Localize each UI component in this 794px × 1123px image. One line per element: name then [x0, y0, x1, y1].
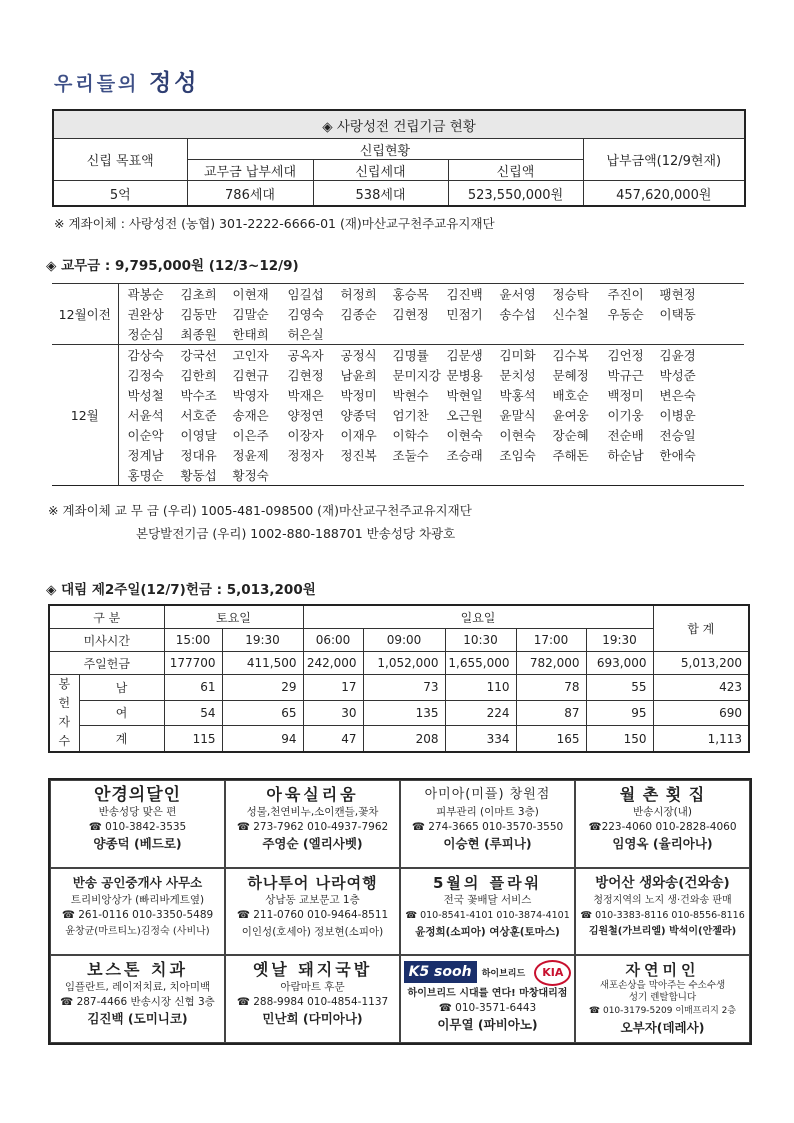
- tithe-name: 이장자: [287, 428, 324, 443]
- tithe-name: 김종순: [340, 307, 377, 322]
- tithe-name-row: [52, 345, 744, 366]
- k5-hybrid-label: 하이브리드: [481, 969, 526, 980]
- ad-sub: 트리비앙상가 (빠리바게트옆): [70, 893, 205, 906]
- female-cell: 690: [653, 700, 749, 726]
- times-cell: 09:00: [363, 629, 445, 652]
- tithe-name: 박재은: [287, 388, 324, 403]
- tithe-group-label: 12월이전: [52, 284, 118, 345]
- ad-wolchon: [575, 780, 750, 868]
- tithe-name: 김진백: [446, 287, 483, 302]
- ad-owner: 윤창균(마르티노)김정숙 (사비나): [65, 925, 210, 937]
- tithe-name: 감상숙: [127, 348, 164, 363]
- tithe-name: 고인자: [232, 348, 269, 363]
- tithe-account-line2: 본당발전기금 (우리) 1002-880-188701 반송성당 차광호: [136, 526, 456, 541]
- tithe-name: 최종원: [180, 327, 217, 342]
- ads-grid: [48, 778, 752, 1045]
- sunday-offering-cell: 411,500: [222, 652, 303, 675]
- tithe-name-row: [52, 425, 744, 445]
- ad-title: 자연미인: [625, 961, 700, 980]
- tithe-name-row: [52, 465, 744, 486]
- tithe-name: 박성준: [659, 368, 696, 383]
- ad-sub: 청정지역의 노지 생·건와송 판매: [593, 894, 732, 906]
- tithe-name: 김명률: [392, 348, 429, 363]
- tithe-name-cell: [118, 365, 744, 385]
- sum-cell: 208: [363, 726, 445, 752]
- tithe-name: 허정희: [340, 287, 377, 302]
- female-cell: 65: [222, 700, 303, 726]
- tithe-name: 엄기찬: [392, 408, 429, 423]
- sunday-offering-cell: 1,655,000: [445, 652, 516, 675]
- ad-phone: ☎ 211-0760 010-9464-8511: [236, 908, 389, 921]
- ad-realty: [50, 868, 225, 956]
- female-cell: 95: [586, 700, 653, 726]
- ad-phone: ☎ 010-3842-3535: [88, 821, 187, 833]
- tithe-name: 변은숙: [659, 388, 696, 403]
- tithe-name: 강국선: [180, 348, 217, 363]
- server-label-char: 자: [58, 715, 71, 729]
- sunday-offering-label: 주일헌금: [49, 652, 164, 675]
- male-cell: 17: [303, 675, 363, 701]
- tithe-name: 주진이: [607, 287, 644, 302]
- saturday-label: 토요일: [164, 605, 303, 629]
- sunday-label: 일요일: [303, 605, 653, 629]
- ad-title: 월 촌 횟 집: [619, 785, 706, 804]
- sunday-offering-cell: 693,000: [586, 652, 653, 675]
- ad-phone: ☎ 274-3665 010-3570-3550: [411, 821, 564, 833]
- tithe-name: 홍명순: [127, 468, 164, 483]
- ad-title: 반송 공인중개사 사무소: [72, 874, 203, 890]
- sum-cell: 115: [164, 726, 222, 752]
- ad-title: 5월의 플라워: [432, 873, 543, 892]
- sum-cell: 150: [586, 726, 653, 752]
- tithe-name: 전순배: [607, 428, 644, 443]
- tithe-name: 임길섭: [287, 287, 324, 302]
- tithe-name-cell: [118, 284, 744, 305]
- tithe-name: 윤말식: [499, 408, 536, 423]
- ad-gukbap: [225, 955, 400, 1043]
- tithe-name: 박현일: [446, 388, 483, 403]
- tithe-name: 이학수: [392, 428, 429, 443]
- server-label-char: 헌: [58, 696, 71, 710]
- male-cell: 110: [445, 675, 516, 701]
- ad-natural-beauty: [575, 955, 750, 1043]
- tithe-name: 양정연: [287, 408, 324, 423]
- tithe-name-cell: [118, 304, 744, 324]
- ad-title: 아미아(미플) 창원점: [424, 787, 551, 802]
- sum-cell: 334: [445, 726, 516, 752]
- ad-boston-dental: [50, 955, 225, 1043]
- tithe-name-row: [52, 324, 744, 345]
- tithe-name: 정진복: [340, 448, 377, 463]
- tithe-name-table: [52, 283, 744, 486]
- sunday-offering-cell: 1,052,000: [363, 652, 445, 675]
- tithe-name: 이병운: [659, 408, 696, 423]
- tithe-name: 백정미: [607, 388, 644, 403]
- tithe-name: 김말순: [232, 307, 269, 322]
- tithe-name: 전승일: [659, 428, 696, 443]
- tithe-name: 박홍석: [499, 388, 536, 403]
- status-label: 신립현황: [187, 139, 583, 160]
- tithe-name: 이영달: [180, 428, 217, 443]
- tithe-name: 조둘수: [392, 448, 429, 463]
- sum-cell: 47: [303, 726, 363, 752]
- ad-phone: ☎ 010-3179-5209 이매프리지 2층: [588, 1006, 737, 1017]
- fund-account-note: ※ 계좌이체 : 사랑성전 (농협) 301-2222-6666-01 (재)마산교구천주교유지재단: [54, 216, 495, 231]
- tithe-name: 박성철: [127, 388, 164, 403]
- female-cell: 54: [164, 700, 222, 726]
- ad-owner: 이승현 (루피나): [443, 836, 532, 851]
- ad-owner: 이무열 (파비아노): [437, 1017, 538, 1033]
- times-cell: 19:30: [222, 629, 303, 652]
- ad-amia: [400, 780, 575, 868]
- tithe-name: 박규근: [607, 368, 644, 383]
- tithe-name-cell: [118, 385, 744, 405]
- tithe-name: 문병용: [446, 368, 483, 383]
- ad-phone: ☎223-4060 010-2828-4060: [588, 821, 737, 833]
- tithe-name: 김현규: [232, 368, 269, 383]
- ad-phone: ☎ 010-3571-6443: [438, 1002, 537, 1015]
- tithe-account-line1: ※ 계좌이체 교 무 금 (우리) 1005-481-098500 (재)마산교구천주교유지재단: [48, 503, 472, 518]
- ad-phone: ☎ 010-8541-4101 010-3874-4101: [405, 909, 570, 921]
- tithe-name: 홍승목: [392, 287, 429, 302]
- goal-label: 신립 목표액: [53, 139, 187, 181]
- tithe-name: 김윤경: [659, 348, 696, 363]
- times-cell: 17:00: [516, 629, 586, 652]
- male-cell: 73: [363, 675, 445, 701]
- tithe-name: 문치성: [499, 368, 536, 383]
- ad-sub: 전국 꽃배달 서비스: [443, 893, 532, 906]
- ad-owner: 양종덕 (베드로): [93, 836, 182, 851]
- ad-title: 옛날 돼지국밥: [252, 960, 373, 980]
- tithe-name: 박수조: [180, 388, 217, 403]
- tithe-name: 김동만: [180, 307, 217, 322]
- male-label: 남: [79, 675, 164, 701]
- tithe-name: 우동순: [607, 307, 644, 322]
- ad-wasong: [575, 868, 750, 956]
- sum-label: 계: [79, 726, 164, 752]
- ad-title: 안경의달인: [93, 785, 182, 805]
- ad-sub: 반송성당 맞은 편: [98, 806, 177, 818]
- page-title-part: 우리들의: [54, 73, 150, 95]
- tithe-name: 이현재: [232, 287, 269, 302]
- tithe-name: 오근원: [446, 408, 483, 423]
- ad-sub: 하이브리드 시대를 연다! 마창대리점: [407, 988, 568, 1000]
- server-label-char: 봉: [58, 677, 71, 691]
- mass-time-label: 미사시간: [49, 629, 164, 652]
- ad-phone: ☎ 288-9984 010-4854-1137: [236, 996, 389, 1009]
- tithe-name: 곽봉순: [127, 287, 164, 302]
- ad-flower: [400, 868, 575, 956]
- tithe-name-cell: [118, 324, 744, 345]
- ad-title: 보스톤 치과: [87, 960, 188, 980]
- paid-amount-value: 457,620,000원: [583, 181, 745, 207]
- tithe-name: 황정숙: [232, 468, 269, 483]
- tithe-name: 팽현정: [659, 287, 696, 302]
- tithe-name: 장순혜: [552, 428, 589, 443]
- tithe-name: 문미지강: [392, 368, 441, 383]
- tithe-name: 정정자: [287, 448, 324, 463]
- tithe-name-cell: [118, 465, 744, 486]
- times-cell: 06:00: [303, 629, 363, 652]
- ad-title: 아육실리움: [266, 785, 359, 804]
- female-cell: 87: [516, 700, 586, 726]
- tithe-name: 정윤제: [232, 448, 269, 463]
- tithe-name: 남윤희: [340, 368, 377, 383]
- tithe-group-label: 12월: [52, 345, 118, 486]
- offering-table: [48, 604, 750, 753]
- paid-households-label: 교무금 납부세대: [187, 160, 313, 181]
- tithe-name: 한애숙: [659, 448, 696, 463]
- ad-sub: 새포손상을 막아주는 수소수생성기 렌탈합니다: [599, 980, 726, 1004]
- k5-logo: K5 sooh: [404, 961, 477, 983]
- female-cell: 224: [445, 700, 516, 726]
- female-label: 여: [79, 700, 164, 726]
- ad-sub: 성물,천연비누,소이캔들,꽃차: [246, 806, 379, 818]
- male-cell: 55: [586, 675, 653, 701]
- pledged-households-label: 신립세대: [313, 160, 448, 181]
- ad-owner: 김원철(가브리엘) 박석이(안젤라): [588, 925, 737, 937]
- server-label-char: 수: [58, 734, 71, 748]
- tithe-name: 서호준: [180, 408, 217, 423]
- ad-owner: 오부자(데레사): [620, 1020, 705, 1036]
- tithe-name: 이기웅: [607, 408, 644, 423]
- ad-owner: 김진백 (도미니코): [87, 1011, 188, 1027]
- ad-owner: 이인성(호세아) 정보현(소피아): [241, 925, 384, 938]
- tithe-name: 이현숙: [446, 428, 483, 443]
- paid-households-value: 786세대: [187, 181, 313, 207]
- tithe-name: 김문생: [446, 348, 483, 363]
- tithe-name: 이현숙: [499, 428, 536, 443]
- page-title: [54, 64, 199, 97]
- goal-value: 5억: [53, 181, 187, 207]
- ad-sub: 아람마트 후문: [280, 981, 345, 994]
- tithe-name-row: [52, 445, 744, 465]
- ad-glasses: [50, 780, 225, 868]
- tithe-name: 조승래: [446, 448, 483, 463]
- tithe-name: 주해돈: [552, 448, 589, 463]
- tithe-name: 송재은: [232, 408, 269, 423]
- ad-sub: 상남동 교보문고 1층: [265, 893, 360, 906]
- tithe-name: 김영숙: [287, 307, 324, 322]
- fund-table-title: ◈ 사랑성전 건립기금 현황: [53, 110, 745, 139]
- ad-owner: 주영순 (엘리사벳): [262, 836, 363, 851]
- ad-phone: ☎ 261-0116 010-3350-5489: [61, 908, 214, 921]
- tithe-name: 김정숙: [127, 368, 164, 383]
- ad-hanatour: [225, 868, 400, 956]
- pledged-households-value: 538세대: [313, 181, 448, 207]
- ad-sub: 피부관리 (이마트 3층): [436, 806, 539, 818]
- tithe-name: 박정미: [340, 388, 377, 403]
- total-label: 합 계: [653, 605, 749, 652]
- times-cell: 10:30: [445, 629, 516, 652]
- tithe-name: 윤여웅: [552, 408, 589, 423]
- tithe-name: 김언정: [607, 348, 644, 363]
- female-cell: 30: [303, 700, 363, 726]
- male-cell: 78: [516, 675, 586, 701]
- tithe-name: 정계남: [127, 448, 164, 463]
- server-count-label: [49, 675, 79, 753]
- tithe-name: 서윤석: [127, 408, 164, 423]
- tithe-name-cell: [118, 425, 744, 445]
- tithe-name: 배호순: [552, 388, 589, 403]
- fund-status-table: [52, 109, 746, 207]
- tithe-name: 조임숙: [499, 448, 536, 463]
- page-title-emphasis: 정성: [149, 69, 200, 96]
- offering-heading: ◈ 대림 제2주일(12/7)헌금 : 5,013,200원: [46, 582, 316, 598]
- sum-cell: 1,113: [653, 726, 749, 752]
- tithe-name-cell: [118, 405, 744, 425]
- tithe-name: 이재우: [340, 428, 377, 443]
- ad-k5-kia: [400, 955, 575, 1043]
- ad-phone: ☎ 273-7962 010-4937-7962: [236, 821, 389, 833]
- tithe-name-row: [52, 405, 744, 425]
- male-cell: 61: [164, 675, 222, 701]
- tithe-name: 김미화: [499, 348, 536, 363]
- pledged-amount-value: 523,550,000원: [448, 181, 583, 207]
- sunday-offering-cell: 242,000: [303, 652, 363, 675]
- times-cell: 19:30: [586, 629, 653, 652]
- ad-sub: 임플란트, 레이저치료, 치아미백: [64, 981, 211, 994]
- ad-title: 하나투어 나라여행: [247, 873, 378, 892]
- paid-amount-label: 납부금액(12/9현재): [583, 139, 745, 181]
- ad-auxilium: [225, 780, 400, 868]
- ad-phone: ☎ 287-4466 반송시장 신협 3층: [60, 996, 215, 1009]
- tithe-name: 신수철: [552, 307, 589, 322]
- tithe-name: 권완상: [127, 307, 164, 322]
- tithe-name: 이순악: [127, 428, 164, 443]
- tithe-name: 이은주: [232, 428, 269, 443]
- tithe-name: 문혜정: [552, 368, 589, 383]
- tithe-name-row: [52, 385, 744, 405]
- tithe-name: 허은실: [287, 327, 324, 342]
- tithe-heading: ◈ 교무금 : 9,795,000원 (12/3~12/9): [46, 258, 299, 274]
- sum-cell: 165: [516, 726, 586, 752]
- sunday-offering-cell: 782,000: [516, 652, 586, 675]
- tithe-name: 윤서영: [499, 287, 536, 302]
- kia-logo: KIA: [534, 960, 571, 986]
- tithe-name: 김한희: [180, 368, 217, 383]
- tithe-name-cell: [118, 445, 744, 465]
- male-cell: 423: [653, 675, 749, 701]
- times-cell: 15:00: [164, 629, 222, 652]
- tithe-name: 김현정: [392, 307, 429, 322]
- tithe-name-cell: [118, 345, 744, 366]
- tithe-name: 박영자: [232, 388, 269, 403]
- tithe-name-row: [52, 304, 744, 324]
- sunday-offering-cell: 177700: [164, 652, 222, 675]
- female-cell: 135: [363, 700, 445, 726]
- ad-phone: ☎ 010-3383-8116 010-8556-8116: [580, 909, 745, 921]
- tithe-name: 박현수: [392, 388, 429, 403]
- tithe-name: 정대유: [180, 448, 217, 463]
- tithe-name: 하순남: [607, 448, 644, 463]
- tithe-name: 황동섭: [180, 468, 217, 483]
- sunday-offering-cell: 5,013,200: [653, 652, 749, 675]
- ad-owner: 윤정희(소피아) 여상훈(토마스): [415, 925, 560, 938]
- male-cell: 29: [222, 675, 303, 701]
- ad-owner: 임영옥 (율리아나): [612, 836, 713, 851]
- ad-sub: 반송시장(내): [633, 806, 692, 818]
- ad-title: 방어산 생와송(건와송): [595, 874, 730, 891]
- tithe-name: 공옥자: [287, 348, 324, 363]
- tithe-name-row: [52, 284, 744, 305]
- tithe-name: 정순심: [127, 327, 164, 342]
- tithe-name-row: [52, 365, 744, 385]
- tithe-name: 공정식: [340, 348, 377, 363]
- pledged-amount-label: 신립액: [448, 160, 583, 181]
- tithe-name: 한태희: [232, 327, 269, 342]
- tithe-name: 정승탁: [552, 287, 589, 302]
- ad-owner: 민난희 (다미아나): [262, 1011, 363, 1027]
- tithe-name: 양종덕: [340, 408, 377, 423]
- tithe-name: 김수복: [552, 348, 589, 363]
- division-label: 구 분: [49, 605, 164, 629]
- tithe-name: 김현정: [287, 368, 324, 383]
- tithe-name: 민점기: [446, 307, 483, 322]
- sum-cell: 94: [222, 726, 303, 752]
- tithe-name: 송수섭: [499, 307, 536, 322]
- tithe-name: 이택동: [659, 307, 696, 322]
- tithe-name: 김초희: [180, 287, 217, 302]
